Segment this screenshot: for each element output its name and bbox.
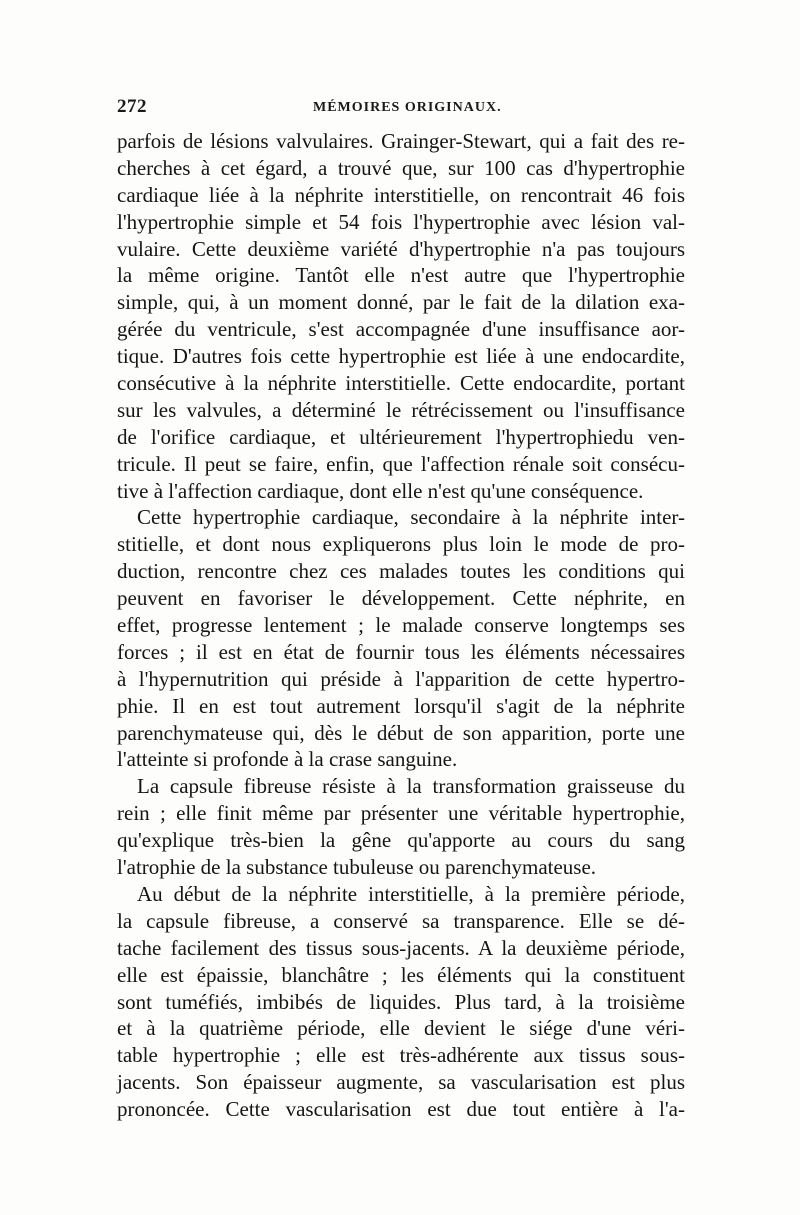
text-line: effet, progresse lentement ; le malade conserve longtemps ses	[117, 613, 685, 638]
text-line: et à la quatrième période, elle devient le siége d'une véri-	[117, 1016, 685, 1041]
text-line: parfois de lésions valvulaires. Grainger-Stewart, qui a fait des re-	[117, 129, 685, 153]
text-line: tricule. Il peut se faire, enfin, que l'affection rénale soit consécu-	[117, 451, 685, 476]
text-line: cardiaque liée à la néphrite interstitielle, on rencontrait 46 fois	[117, 182, 685, 207]
text-line: qu'explique très-bien la gêne qu'apporte au cours du sang	[117, 828, 685, 853]
text-line: La capsule fibreuse résiste à la transformation graisseuse du	[137, 774, 685, 799]
text-line: l'atteinte si profonde à la crase sanguine.	[117, 747, 458, 772]
text-line: simple, qui, à un moment donné, par le fait de la dilation exa-	[117, 290, 685, 315]
text-line: la même origine. Tantôt elle n'est autre que l'hypertrophie	[117, 263, 685, 288]
text-line: vulaire. Cette deuxième variété d'hypertrophie n'a pas toujours	[117, 236, 685, 261]
text-line: rein ; elle finit même par présenter une véritable hypertrophie,	[117, 801, 685, 826]
text-line: jacents. Son épaisseur augmente, sa vascularisation est plus	[117, 1070, 685, 1095]
text-line: l'atrophie de la substance tubuleuse ou parenchymateuse.	[117, 855, 597, 880]
text-line: table hypertrophie ; elle est très-adhérente aux tissus sous-	[117, 1043, 685, 1068]
text-line: tache facilement des tissus sous-jacents. A la deuxième période,	[117, 935, 685, 960]
text-line: sont tuméfiés, imbibés de liquides. Plus tard, à la troisième	[117, 989, 685, 1014]
page-header	[117, 96, 697, 120]
text-line: sur les valvules, a déterminé le rétrécissement ou l'insuffisance	[117, 397, 685, 422]
text-line: stitielle, et dont nous expliquerons plus loin le mode de pro-	[117, 532, 685, 557]
text-line: Au début de la néphrite interstitielle, à la première période,	[137, 881, 685, 906]
text-line: cherches à cet égard, a trouvé que, sur 100 cas d'hypertrophie	[117, 155, 685, 180]
text-line: Cette hypertrophie cardiaque, secondaire à la néphrite inter-	[137, 505, 685, 530]
text-line: forces ; il est en état de fournir tous les éléments nécessaires	[117, 639, 685, 664]
text-line: tive à l'affection cardiaque, dont elle n'est qu'une conséquence.	[117, 478, 644, 503]
text-line: prononcée. Cette vascularisation est due tout entière à l'a-	[117, 1097, 685, 1122]
text-line: à l'hypernutrition qui préside à l'apparition de cette hypertro-	[117, 666, 685, 691]
page-number: 272	[117, 96, 147, 117]
body-text	[117, 128, 685, 1123]
running-head: MÉMOIRES ORIGINAUX.	[313, 100, 502, 115]
text-line: gérée du ventricule, s'est accompagnée d'une insuffisance aor-	[117, 317, 685, 342]
text-line: elle est épaissie, blanchâtre ; les éléments qui la constituent	[117, 962, 685, 987]
text-line: tique. D'autres fois cette hypertrophie est liée à une endocardite,	[117, 344, 685, 369]
text-line: l'hypertrophie simple et 54 fois l'hypertrophie avec lésion val-	[117, 209, 685, 234]
text-line: phie. Il en est tout autrement lorsqu'il s'agit de la néphrite	[117, 693, 685, 718]
text-line: duction, rencontre chez ces malades toutes les conditions qui	[117, 559, 685, 584]
text-line: parenchymateuse qui, dès le début de son apparition, porte une	[117, 720, 685, 745]
text-line: de l'orifice cardiaque, et ultérieurement l'hypertrophiedu ven-	[117, 424, 685, 449]
text-line: peuvent en favoriser le développement. Cette néphrite, en	[117, 586, 685, 611]
text-line: consécutive à la néphrite interstitielle. Cette endocardite, portant	[117, 371, 685, 396]
text-line: la capsule fibreuse, a conservé sa transparence. Elle se dé-	[117, 908, 685, 933]
